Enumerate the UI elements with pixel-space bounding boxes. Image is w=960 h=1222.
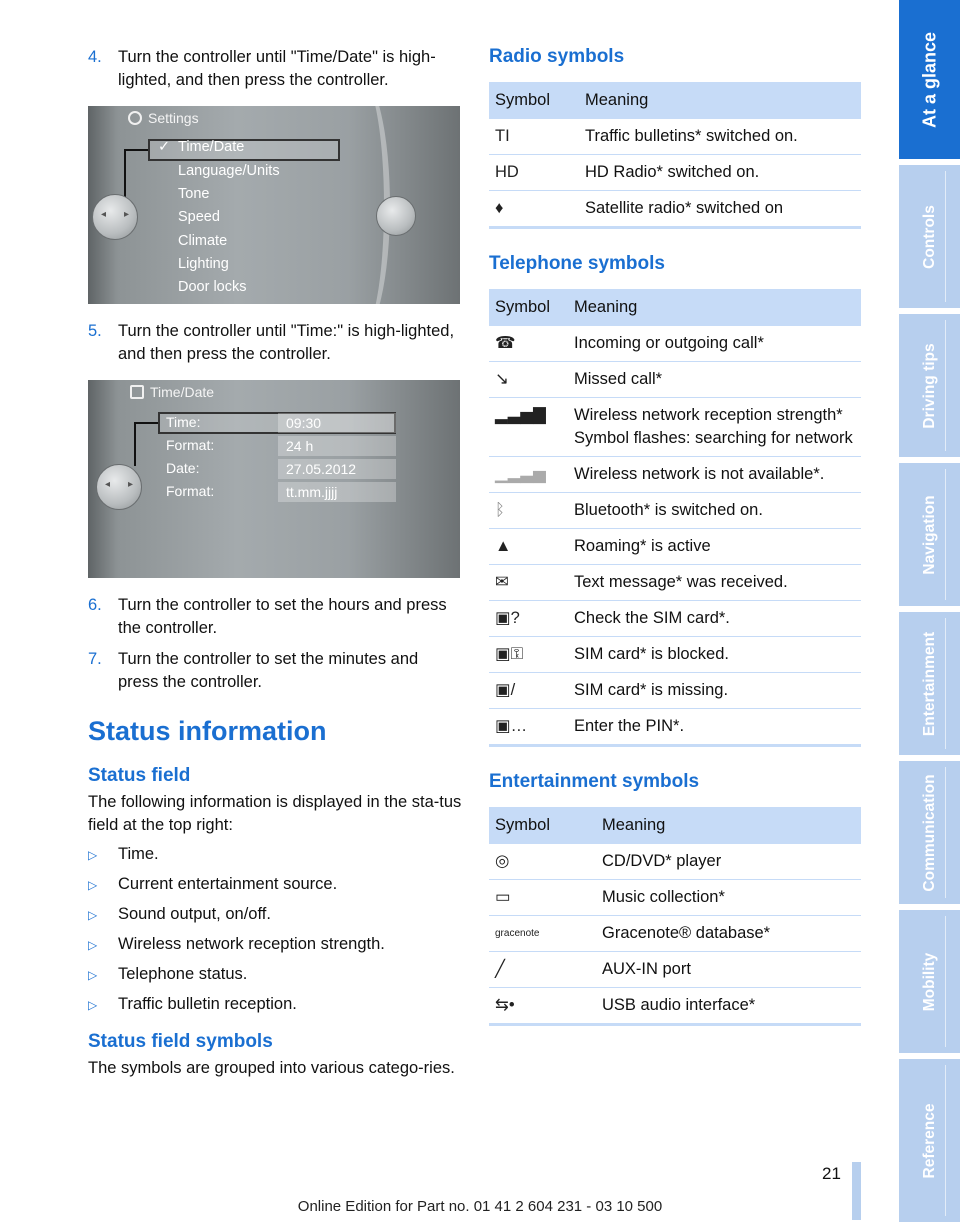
step-number: 6. — [88, 596, 102, 614]
list-item: ▷ Telephone status. — [88, 963, 462, 987]
text-message-icon: ✉ — [489, 565, 568, 601]
right-column — [489, 46, 861, 1050]
menu-item-speed: Speed — [178, 209, 220, 225]
column-header-meaning: Meaning — [568, 289, 861, 326]
table-row: ↘ Missed call* — [489, 362, 861, 398]
step-text: Turn the controller until "Time:" is high-lighted, and then press the controller. — [118, 322, 455, 363]
aux-in-icon: ╱ — [489, 952, 596, 988]
triangle-bullet-icon: ▷ — [88, 878, 98, 892]
hd-radio-icon: HD — [489, 155, 579, 191]
tab-driving-tips[interactable]: Driving tips — [899, 314, 960, 457]
step-number: 7. — [88, 650, 102, 668]
signal-strength-icon: ▂▃▅▇ — [489, 398, 568, 457]
controller-button-icon — [376, 196, 416, 236]
triangle-bullet-icon: ▷ — [88, 968, 98, 982]
radio-symbols-table — [489, 82, 861, 229]
table-row: ◎ CD/DVD* player — [489, 844, 861, 880]
status-field-symbols-text: The symbols are grouped into various catego-ries. — [88, 1059, 455, 1077]
list-item: ▷ Traffic bulletin reception. — [88, 993, 462, 1017]
controller-knob-icon: ◂ ▸ — [92, 194, 138, 240]
time-label: Time: — [166, 414, 201, 430]
list-item: ▷ Current entertainment source. — [88, 873, 462, 897]
chapter-tabs — [899, 0, 960, 1222]
entertainment-symbols-table — [489, 807, 861, 1026]
date-format-label: Format: — [166, 483, 215, 499]
step-number: 5. — [88, 322, 102, 340]
table-row: ▣… Enter the PIN*. — [489, 709, 861, 746]
table-row: ╱ AUX-IN port — [489, 952, 861, 988]
triangle-bullet-icon: ▷ — [88, 938, 98, 952]
column-header-symbol: Symbol — [489, 82, 579, 119]
phone-call-icon: ☎ — [489, 326, 568, 362]
status-information-heading: Status information — [88, 716, 327, 746]
sim-check-icon: ▣? — [489, 601, 568, 637]
tab-mobility[interactable]: Mobility — [899, 910, 960, 1053]
status-field-list — [88, 843, 462, 1017]
music-collection-icon: ▭ — [489, 880, 596, 916]
list-item: ▷ Wireless network reception strength. — [88, 933, 462, 957]
column-header-symbol: Symbol — [489, 807, 596, 844]
screen-header — [128, 110, 199, 126]
column-header-symbol: Symbol — [489, 289, 568, 326]
leader-line — [134, 422, 158, 424]
table-row: HD HD Radio* switched on. — [489, 155, 861, 191]
table-row: gracenote Gracenote® database* — [489, 916, 861, 952]
menu-item-lighting: Lighting — [178, 256, 229, 272]
enter-pin-icon: ▣… — [489, 709, 568, 746]
telephone-symbols-heading: Telephone symbols — [489, 253, 665, 274]
table-row: ▣? Check the SIM card*. — [489, 601, 861, 637]
usb-icon: ⇆• — [489, 988, 596, 1025]
table-row: ▂▃▅▇ Wireless network reception strength* Symbol flashes: searching for network — [489, 398, 861, 457]
step-7 — [88, 648, 462, 694]
menu-item-door-locks: Door locks — [178, 279, 247, 295]
radio-symbols-heading: Radio symbols — [489, 46, 625, 67]
controller-knob-icon: ◂ ▸ — [96, 464, 142, 510]
step-number: 4. — [88, 48, 102, 66]
step-text: Turn the controller to set the hours and press the controller. — [118, 596, 447, 637]
list-item: ▷ Time. — [88, 843, 462, 867]
footer-text: Online Edition for Part no. 01 41 2 604 231 - 03 10 500 — [297, 1198, 663, 1215]
table-row: ▲ Roaming* is active — [489, 529, 861, 565]
table-row: ☎ Incoming or outgoing call* — [489, 326, 861, 362]
step-6 — [88, 594, 462, 640]
leader-line — [124, 149, 148, 151]
step-text: Turn the controller until "Time/Date" is high-lighted, and then press the controller. — [118, 48, 436, 89]
roaming-icon: ▲ — [489, 529, 568, 565]
date-value: 27.05.2012 — [278, 459, 396, 479]
sim-missing-icon: ▣/ — [489, 673, 568, 709]
table-row: ▣⚿ SIM card* is blocked. — [489, 637, 861, 673]
tab-at-a-glance[interactable]: At a glance — [899, 0, 960, 159]
screen-header — [130, 384, 214, 400]
format-value: 24 h — [278, 436, 396, 456]
menu-item-climate: Climate — [178, 233, 228, 249]
traffic-bulletin-icon: TI — [489, 119, 579, 155]
step-text: Turn the controller to set the minutes and press the controller. — [118, 650, 419, 691]
time-date-screenshot — [88, 380, 460, 578]
gear-icon — [128, 111, 142, 125]
table-row: ▁▂▃▅ Wireless network is not available*. — [489, 457, 861, 493]
menu-item-time-date: Time/Date — [178, 139, 245, 155]
list-item: ▷ Sound output, on/off. — [88, 903, 462, 927]
status-field-text: The following information is displayed in the sta-tus field at the top right: — [88, 793, 462, 834]
triangle-bullet-icon: ▷ — [88, 998, 98, 1012]
menu-item-tone: Tone — [178, 186, 210, 202]
status-field-heading: Status field — [88, 765, 191, 786]
missed-call-icon: ↘ — [489, 362, 568, 398]
tab-controls[interactable]: Controls — [899, 165, 960, 308]
check-icon: ✓ — [158, 139, 171, 155]
step-5 — [88, 320, 462, 366]
table-row: ⇆• USB audio interface* — [489, 988, 861, 1025]
entertainment-symbols-heading: Entertainment symbols — [489, 771, 700, 792]
table-row: ▣/ SIM card* is missing. — [489, 673, 861, 709]
settings-list-icon — [130, 385, 144, 399]
format-label: Format: — [166, 437, 215, 453]
leader-line — [134, 422, 136, 466]
tab-reference[interactable]: Reference — [899, 1059, 960, 1222]
table-row: ▭ Music collection* — [489, 880, 861, 916]
gracenote-logo-icon: gracenote — [489, 916, 596, 952]
telephone-symbols-table — [489, 289, 861, 747]
table-row: TI Traffic bulletins* switched on. — [489, 119, 861, 155]
menu-item-language-units: Language/Units — [178, 163, 280, 179]
screen-header-label: Time/Date — [150, 384, 215, 400]
tab-navigation[interactable]: Navigation — [899, 463, 960, 606]
table-row: ᛒ Bluetooth* is switched on. — [489, 493, 861, 529]
triangle-bullet-icon: ▷ — [88, 848, 98, 862]
leader-line — [124, 149, 126, 197]
time-value: 09:30 — [278, 413, 396, 433]
table-row: ✉ Text message* was received. — [489, 565, 861, 601]
page-number: 21 — [822, 1164, 841, 1183]
screen-header-label: Settings — [148, 110, 199, 126]
column-header-meaning: Meaning — [579, 82, 861, 119]
step-4 — [88, 46, 462, 92]
tab-entertainment[interactable]: Entertainment — [899, 612, 960, 755]
signal-unavailable-icon: ▁▂▃▅ — [489, 457, 568, 493]
left-column — [88, 46, 462, 1080]
sim-blocked-icon: ▣⚿ — [489, 637, 568, 673]
triangle-bullet-icon: ▷ — [88, 908, 98, 922]
satellite-radio-icon: ♦ — [489, 191, 579, 228]
date-label: Date: — [166, 460, 200, 476]
settings-screenshot — [88, 106, 460, 304]
date-format-value: tt.mm.jjjj — [278, 482, 396, 502]
status-field-symbols-heading: Status field symbols — [88, 1031, 273, 1052]
cd-dvd-icon: ◎ — [489, 844, 596, 880]
column-header-meaning: Meaning — [596, 807, 861, 844]
bluetooth-icon: ᛒ — [489, 493, 568, 529]
tab-communication[interactable]: Communication — [899, 761, 960, 904]
table-row: ♦ Satellite radio* switched on — [489, 191, 861, 228]
